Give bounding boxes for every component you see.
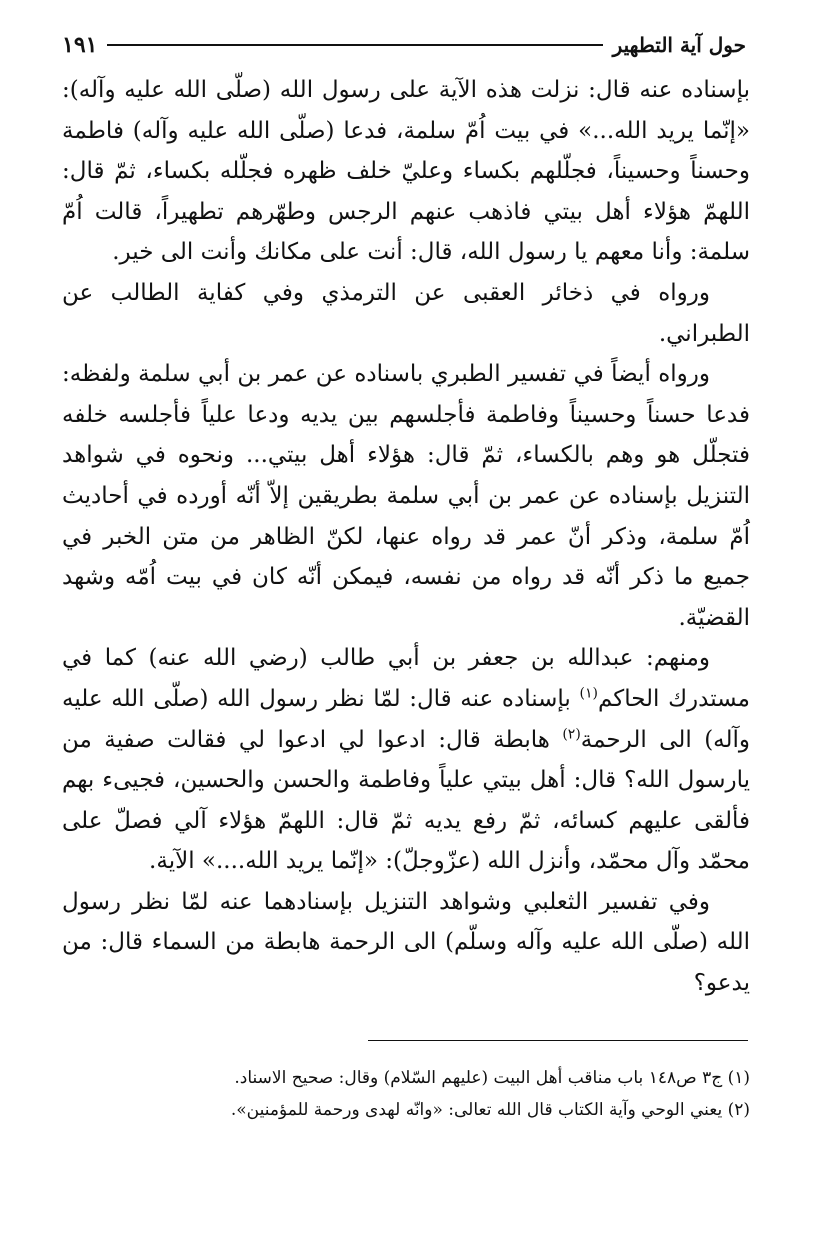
footnote-rule xyxy=(368,1040,748,1041)
footnote-1: (١) ج٣ ص١٤٨ باب مناقب أهل البيت (عليهم السّلام) وقال: صحيح الاسناد. xyxy=(234,1068,750,1088)
paragraph-3: ورواه أيضاً في تفسير الطبري باسناده عن عمر بن أبي سلمة ولفظه: فدعا حسناً وحسيناً وفاطمة فأجلسهم بين يديه ودعا علياً فأجلسه خلفه فتجلّل هو وهم بالكساء، ثمّ قال: هؤلاء أهل بيتي... ونحوه في شواهد التنزيل بإسناده عن عمر بن أبي سلمة بطريقين إلاّ أنّه أورده في أحاديث اُمّ سلمة، وذكر أنّ عمر قد رواه عنها، لكنّ الظاهر من متن الخبر في جميع ما ذكر أنّه قد رواه من نفسه، فيمكن أنّه كان في بيت اُمّه وشهد القضيّة. xyxy=(62,361,750,631)
paragraph-4-text-c: هابطة قال: ادعوا لي ادعوا لي فقالت صفية من يارسول الله؟ قال: أهل بيتي علياً وفاطمة والحسن والحسين، فجيىء بهم فألقى عليهم كسائه، ثمّ رفع يديه ثمّ قال: اللهمّ هؤلاء آلي فصلّ على محمّد وآل محمّد، وأنزل الله (عزّوجلّ): «إنّما يريد الله....» الآية. xyxy=(62,726,750,875)
footnote-ref-2: (٢) xyxy=(562,725,581,742)
main-text xyxy=(62,70,750,1004)
page-header xyxy=(62,28,746,62)
header-rule xyxy=(107,44,602,46)
paragraph-5: وفي تفسير الثعلبي وشواهد التنزيل بإسنادهما عنه لمّا نظر رسول الله (صلّى الله عليه وآله وسلّم) الى الرحمة هابطة من السماء قال: من يدعو؟ xyxy=(62,888,750,997)
paragraph-2: ورواه في ذخائر العقبى عن الترمذي وفي كفاية الطالب عن الطبراني. xyxy=(62,279,750,347)
footnotes xyxy=(80,1062,750,1126)
paragraph-1: بإسناده عنه قال: نزلت هذه الآية على رسول الله (صلّى الله عليه وآله): «إنّما يريد الله...» في بيت اُمّ سلمة، فدعا (صلّى الله عليه وآله) فاطمة وحسناً وحسيناً، فجلّلهم بكساء وعليّ خلف ظهره فجلّله بكساء، ثمّ قال: اللهمّ هؤلاء أهل بيتي فاذهب عنهم الرجس وطهّرهم تطهيراً، قالت اُمّ سلمة: وأنا معهم يا رسول الله، قال: أنت على مكانك وأنت الى خير. xyxy=(62,77,750,266)
footnote-ref-1: (١) xyxy=(579,685,598,702)
paragraph-4-text-a: ومنهم: عبدالله بن جعفر بن أبي طالب (رضي الله عنه) كما في مستدرك الحاكم xyxy=(62,645,750,712)
footnote-2: (٢) يعني الوحي وآية الكتاب قال الله تعالى: «وانّه لهدى ورحمة للمؤمنين». xyxy=(230,1100,750,1120)
paragraph-4-text-b: بإسناده عنه قال: لمّا نظر رسول الله (صلّى الله عليه وآله) الى الرحمة xyxy=(62,685,751,753)
page-number: ١٩١ xyxy=(62,32,98,58)
paragraph-4 xyxy=(62,638,750,882)
running-title: حول آية التطهير xyxy=(612,33,746,57)
